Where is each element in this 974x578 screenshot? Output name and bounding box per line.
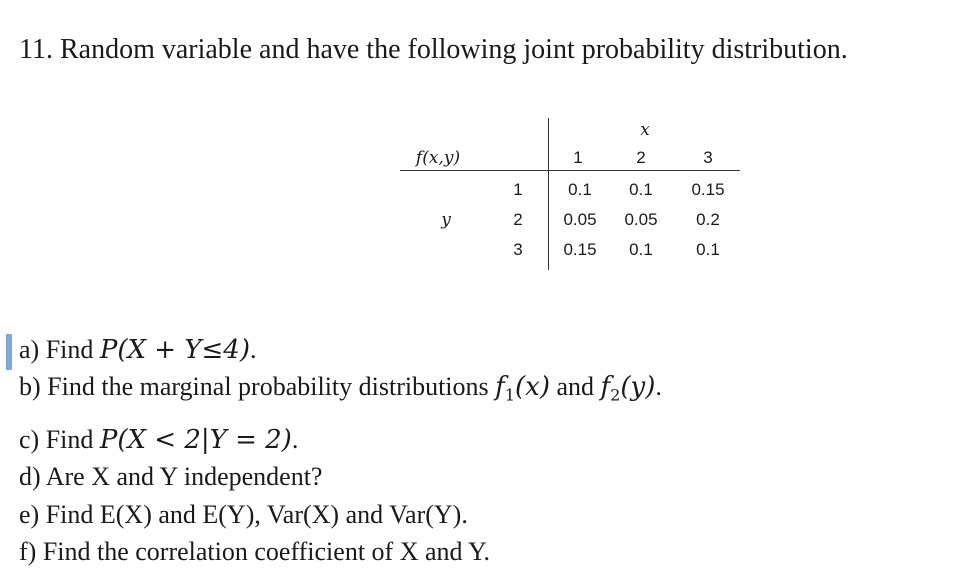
- table-cell: 0.1: [629, 180, 653, 199]
- x-value-2: 2: [636, 148, 646, 167]
- y-value-2: 2: [513, 210, 523, 229]
- question-b: [19, 372, 662, 405]
- question-b-f1: [495, 372, 550, 405]
- question-b-f1-sub: 1: [504, 385, 516, 405]
- x-value-1: 1: [573, 148, 583, 167]
- y-value-3: 3: [513, 240, 523, 259]
- question-b-prefix: b) Find the marginal probability distributions: [19, 372, 496, 401]
- question-b-f2-arg: (y): [620, 372, 656, 402]
- question-b-f1-name: f: [495, 372, 505, 402]
- question-b-f2-name: f: [600, 372, 611, 402]
- table-cell: 0.05: [563, 210, 597, 229]
- table-cell: 0.1: [696, 240, 720, 259]
- question-b-f2: [600, 372, 656, 405]
- table-cell: 0.1: [629, 240, 653, 259]
- question-b-and: and: [549, 372, 601, 401]
- problem-heading: 11. Random variable and have the following joint probability distribution.: [19, 34, 848, 65]
- table-horizontal-rule: [400, 170, 740, 171]
- question-e: e) Find E(X) and E(Y), Var(X) and Var(Y).: [19, 500, 468, 529]
- question-a: [19, 335, 257, 365]
- question-c: [19, 425, 298, 455]
- question-a-suffix: .: [250, 335, 257, 364]
- question-d: d) Are X and Y independent?: [19, 462, 323, 491]
- text-cursor: [6, 334, 12, 370]
- table-cell: 0.05: [624, 210, 658, 229]
- y-variable-label: y: [441, 210, 451, 230]
- question-a-math: P(X + Y≤4): [99, 335, 250, 365]
- table-cell: 0.1: [568, 180, 592, 199]
- question-f: f) Find the correlation coefficient of X and Y.: [19, 537, 490, 566]
- x-variable-label: x: [640, 120, 650, 140]
- x-value-3: 3: [703, 148, 713, 167]
- y-value-1: 1: [513, 180, 523, 199]
- table-cell: 0.2: [696, 210, 720, 229]
- question-c-math: P(X < 2|Y = 2): [99, 425, 292, 455]
- question-c-prefix: c) Find: [19, 425, 100, 454]
- table-cell: 0.15: [691, 180, 725, 199]
- joint-distribution-table: [400, 118, 740, 270]
- table-vertical-rule: [548, 118, 549, 270]
- question-b-suffix: .: [655, 372, 662, 401]
- question-c-suffix: .: [291, 425, 299, 454]
- question-a-prefix: a) Find: [19, 335, 100, 364]
- question-b-f2-sub: 2: [610, 385, 621, 405]
- table-cell: 0.15: [563, 240, 597, 259]
- question-b-f1-arg: (x): [515, 372, 550, 402]
- corner-label: f(x,y): [415, 148, 461, 168]
